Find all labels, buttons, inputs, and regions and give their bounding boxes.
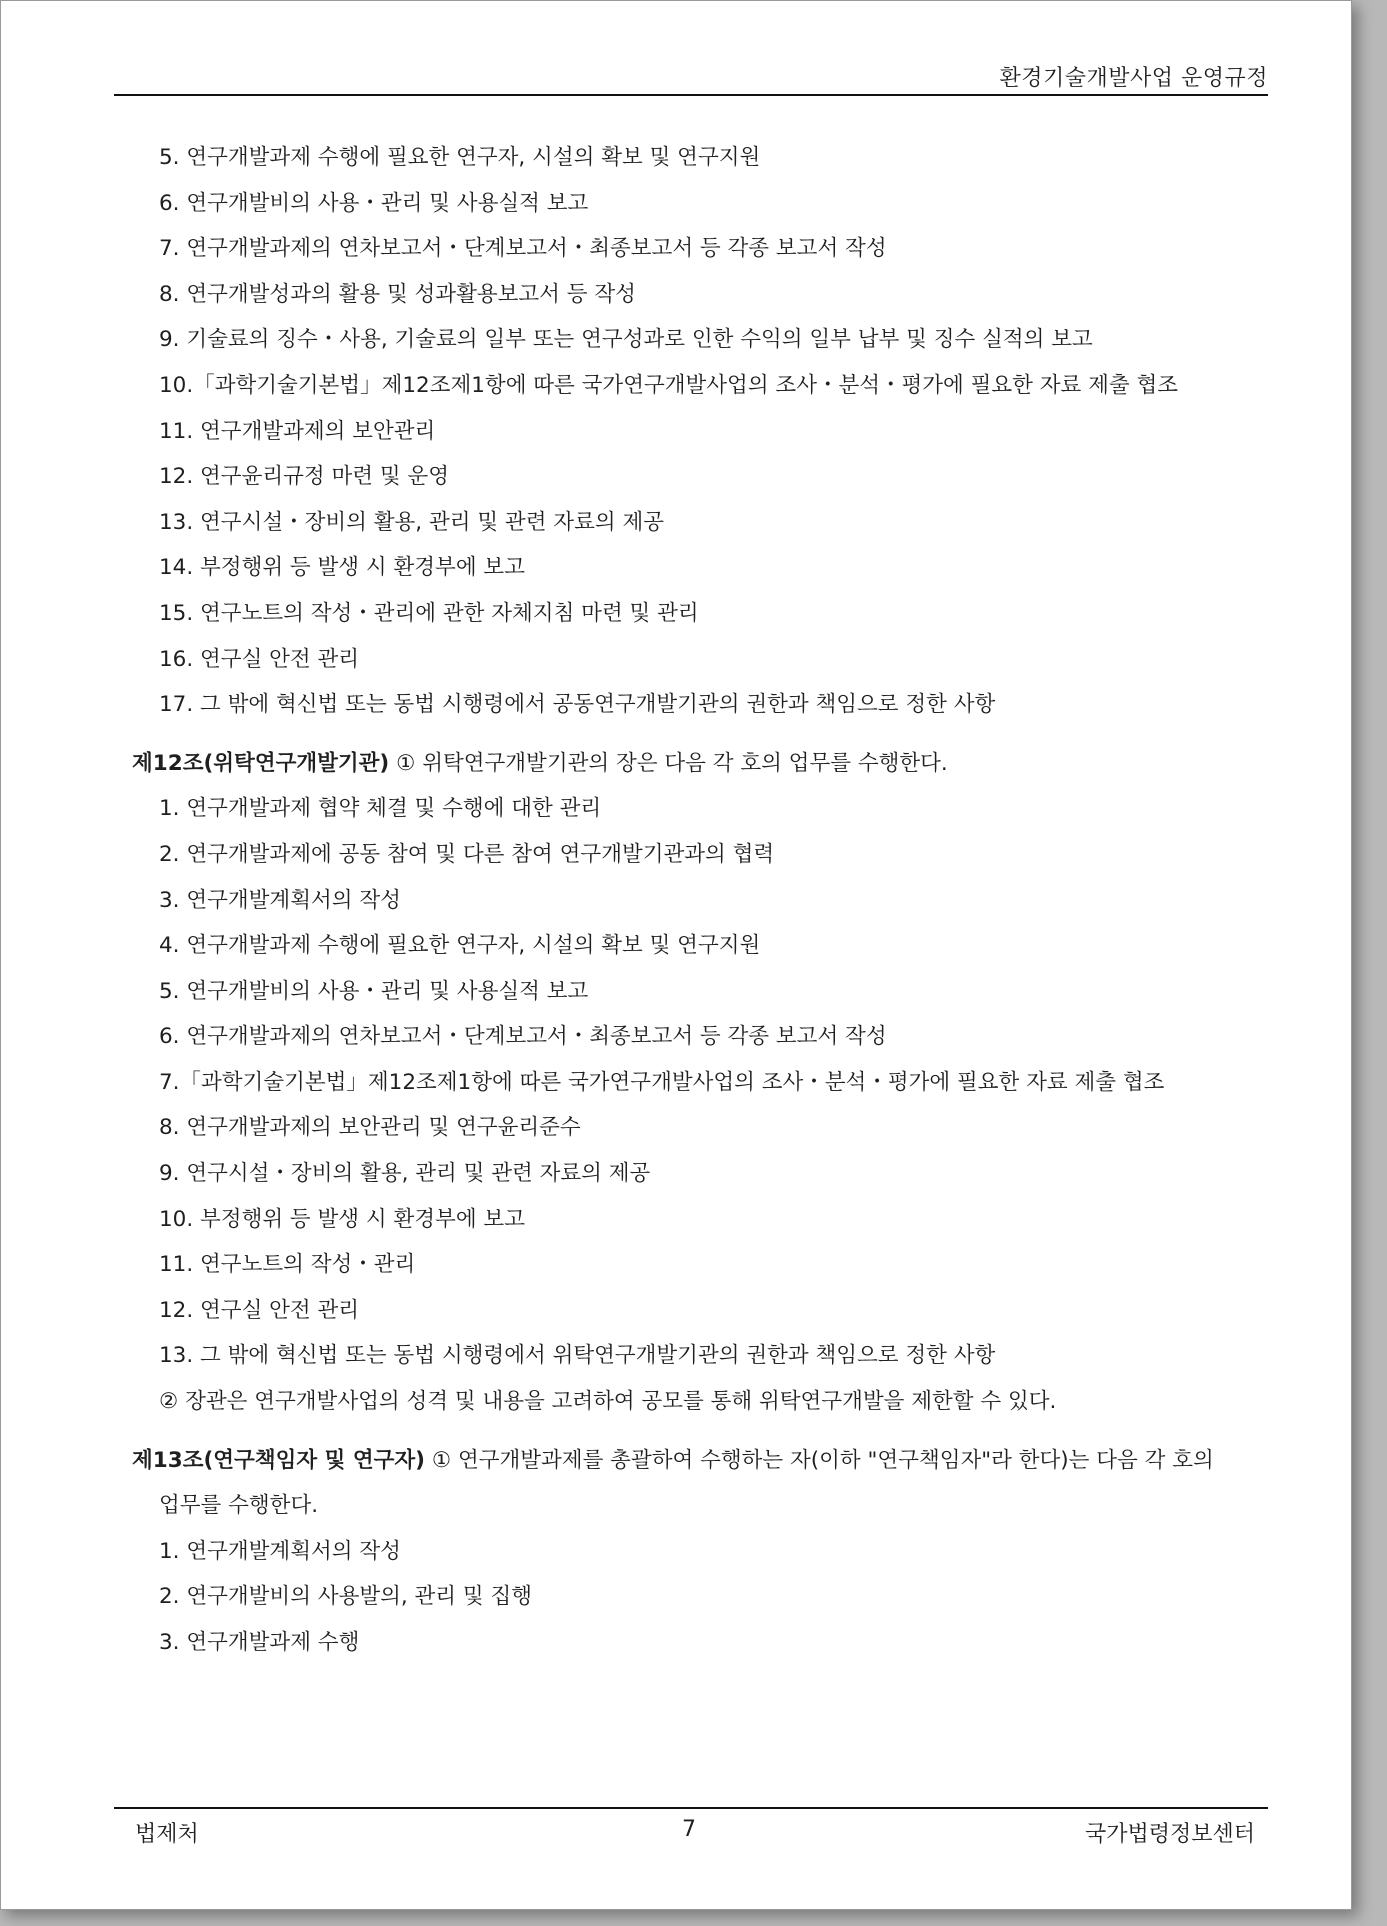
list-item: 9. 기술료의 징수・사용, 기술료의 일부 또는 연구성과로 인한 수익의 일부 납부 및 징수 실적의 보고 (159, 327, 1093, 353)
article-12-title: 제12조(위탁연구개발기관) (132, 750, 390, 776)
list-item: 10. 부정행위 등 발생 시 환경부에 보고 (159, 1206, 525, 1232)
list-item: 11. 연구개발과제의 보안관리 (159, 418, 436, 444)
list-item: 12. 연구윤리규정 마련 및 운영 (159, 464, 449, 490)
article-13-text-continued: 업무를 수행한다. (159, 1493, 319, 1519)
article-13-text: ① 연구개발과제를 총괄하여 수행하는 자(이하 "연구책임자"라 한다)는 다음 각 호의 (425, 1447, 1214, 1473)
list-item: 7. 연구개발과제의 연차보고서・단계보고서・최종보고서 등 각종 보고서 작성 (159, 236, 887, 262)
list-item: 2. 연구개발과제에 공동 참여 및 다른 참여 연구개발기관과의 협력 (159, 841, 775, 867)
list-item: 6. 연구개발과제의 연차보고서・단계보고서・최종보고서 등 각종 보고서 작성 (159, 1024, 887, 1050)
footer-publisher: 법제처 (135, 1822, 199, 1847)
list-item: 13. 연구시설・장비의 활용, 관리 및 관련 자료의 제공 (159, 509, 664, 535)
page-number: 7 (682, 1817, 696, 1842)
list-item: 1. 연구개발계획서의 작성 (159, 1538, 401, 1564)
list-item: 5. 연구개발비의 사용・관리 및 사용실적 보고 (159, 978, 589, 1004)
list-item: 12. 연구실 안전 관리 (159, 1297, 360, 1323)
list-item: 17. 그 밖에 혁신법 또는 동법 시행령에서 공동연구개발기관의 권한과 책임으로 정한 사항 (159, 692, 996, 718)
list-item: 11. 연구노트의 작성・관리 (159, 1252, 416, 1278)
article-13 (132, 1438, 1271, 1666)
list-item: 3. 연구개발과제 수행 (159, 1630, 360, 1655)
list-item: 16. 연구실 안전 관리 (159, 646, 360, 672)
list-item: 4. 연구개발과제 수행에 필요한 연구자, 시설의 확보 및 연구지원 (159, 933, 761, 959)
list-item: 7.「과학기술기본법」제12조제1항에 따른 국가연구개발사업의 조사・분석・평가에 필요한 자료 제출 협조 (159, 1069, 1165, 1095)
article-13-title: 제13조(연구책임자 및 연구자) (132, 1447, 426, 1473)
list-item: 1. 연구개발과제 협약 체결 및 수행에 대한 관리 (159, 796, 602, 822)
article11-item-list (132, 135, 1271, 728)
list-item: 15. 연구노트의 작성・관리에 관한 자체지침 마련 및 관리 (159, 600, 699, 626)
article-12 (132, 741, 1271, 1425)
list-item: 2. 연구개발비의 사용발의, 관리 및 집행 (159, 1584, 533, 1610)
list-item: 8. 연구개발과제의 보안관리 및 연구윤리준수 (159, 1115, 581, 1141)
list-item: 6. 연구개발비의 사용・관리 및 사용실적 보고 (159, 190, 589, 216)
list-item: 3. 연구개발계획서의 작성 (159, 887, 401, 913)
document-body (132, 135, 1271, 1666)
list-item: 9. 연구시설・장비의 활용, 관리 및 관련 자료의 제공 (159, 1161, 651, 1187)
footer-source: 국가법령정보센터 (1084, 1822, 1255, 1847)
header-title: 환경기술개발사업 운영규정 (999, 66, 1268, 91)
list-item: 14. 부정행위 등 발생 시 환경부에 보고 (159, 555, 525, 581)
list-item: 10.「과학기술기본법」제12조제1항에 따른 국가연구개발사업의 조사・분석・평가에 필요한 자료 제출 협조 (159, 372, 1179, 398)
header-divider (114, 94, 1268, 96)
article-12-text: ① 위탁연구개발기관의 장은 다음 각 호의 업무를 수행한다. (389, 750, 948, 776)
article-13-heading (132, 1438, 1271, 1484)
footer-divider (114, 1807, 1268, 1809)
article-12-paragraph-2: ② 장관은 연구개발사업의 성격 및 내용을 고려하여 공모를 통해 위탁연구개발을 제한할 수 있다. (159, 1389, 1057, 1415)
list-item: 5. 연구개발과제 수행에 필요한 연구자, 시설의 확보 및 연구지원 (159, 145, 761, 170)
list-item: 8. 연구개발성과의 활용 및 성과활용보고서 등 작성 (159, 281, 636, 307)
list-item: 13. 그 밖에 혁신법 또는 동법 시행령에서 위탁연구개발기관의 권한과 책임으로 정한 사항 (159, 1343, 996, 1369)
article-12-heading (132, 741, 1271, 787)
